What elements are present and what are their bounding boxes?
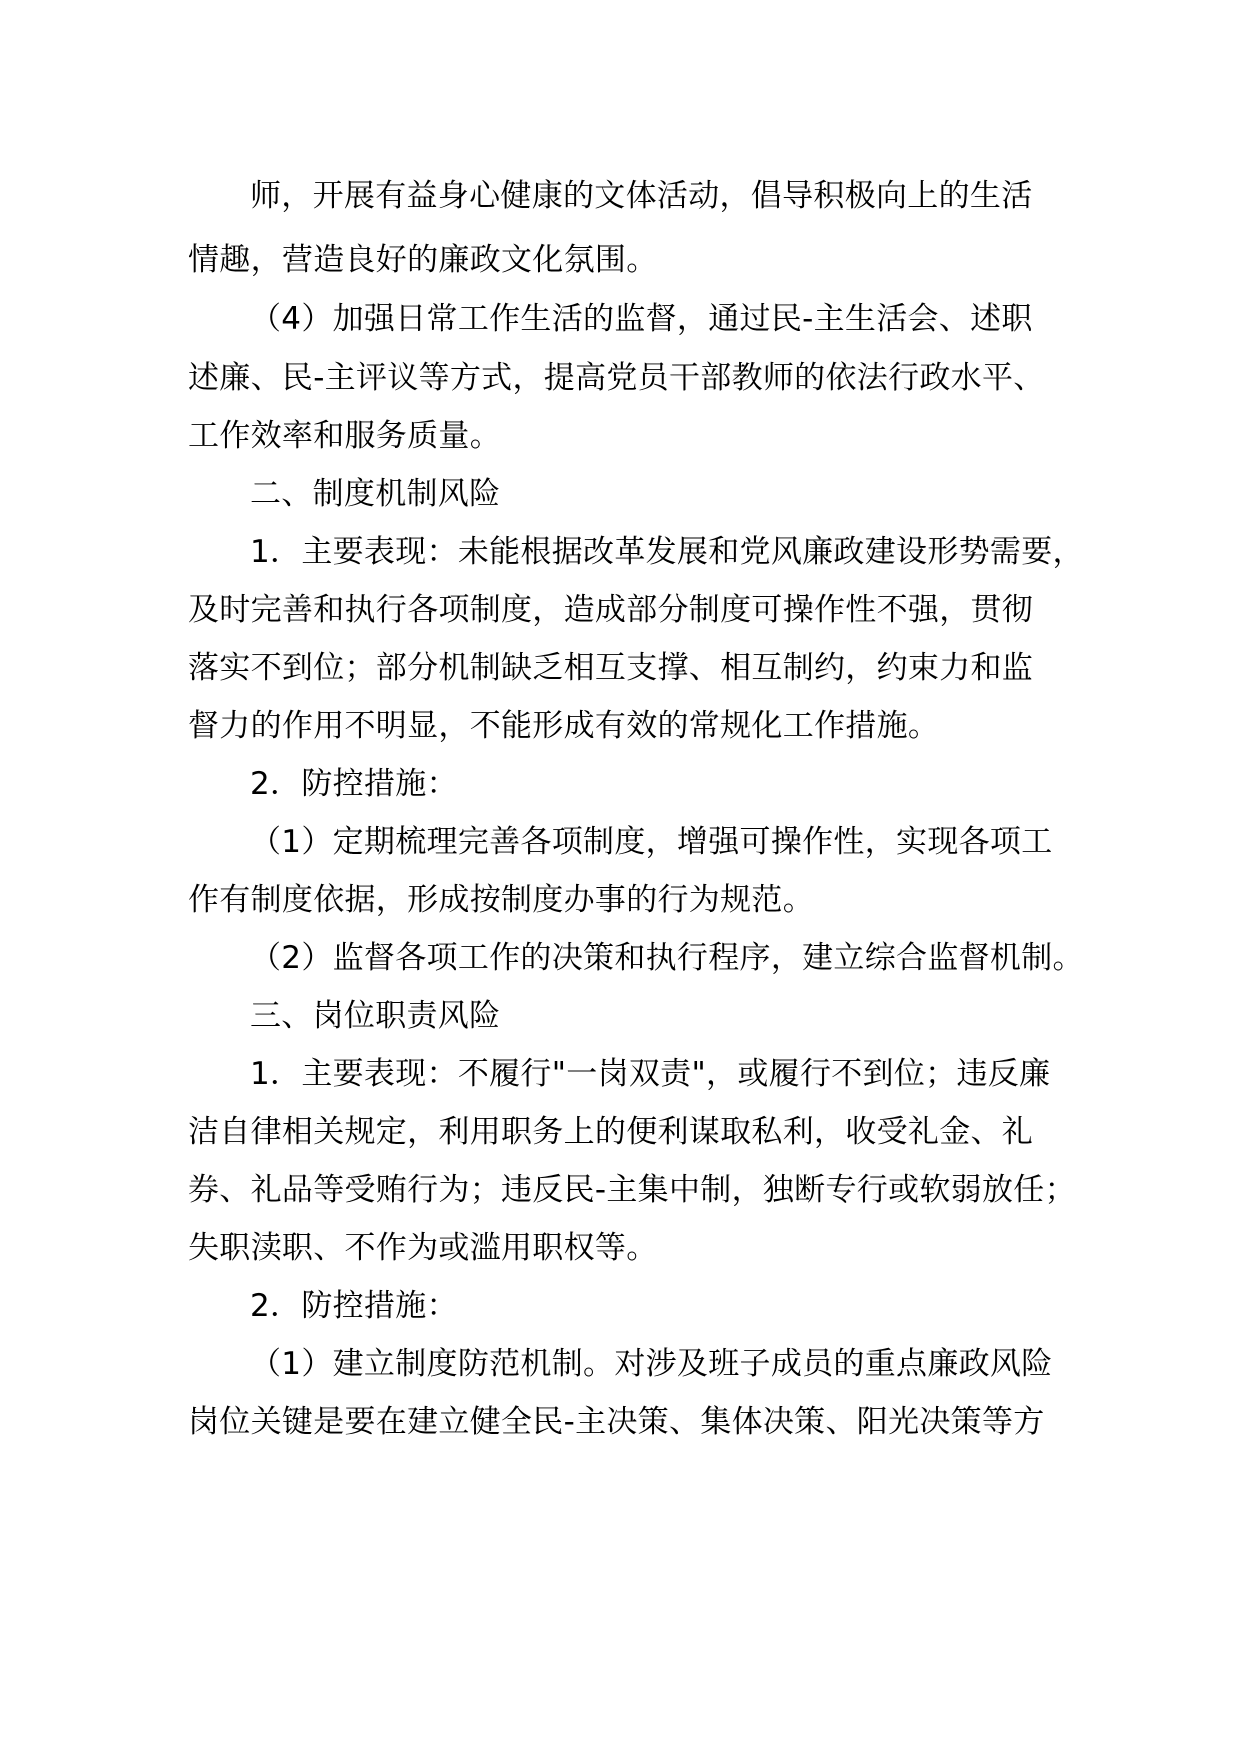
paragraph-line: （1）定期梳理完善各项制度，增强可操作性，实现各项工	[250, 824, 1053, 860]
paragraph-line: 1．主要表现：不履行"一岗双责"，或履行不到位；违反廉	[250, 1056, 1051, 1092]
section-heading: 二、制度机制风险	[250, 476, 501, 512]
paragraph-line: 2．防控措施：	[250, 1288, 458, 1324]
paragraph-line: 述廉、民-主评议等方式，提高党员干部教师的依法行政水平、	[188, 360, 1045, 396]
paragraph-line: 1．主要表现：未能根据改革发展和党风廉政建设形势需要，	[250, 534, 1084, 570]
section-heading: 三、岗位职责风险	[250, 998, 501, 1034]
paragraph-line: 情趣，营造良好的廉政文化氛围。	[188, 242, 658, 278]
paragraph-line: 落实不到位；部分机制缺乏相互支撑、相互制约，约束力和监	[188, 650, 1034, 686]
paragraph-line: 督力的作用不明显，不能形成有效的常规化工作措施。	[188, 708, 940, 744]
paragraph-line: 及时完善和执行各项制度，造成部分制度可操作性不强，贯彻	[188, 592, 1034, 628]
paragraph-line: 券、礼品等受贿行为；违反民-主集中制，独断专行或软弱放任；	[188, 1172, 1076, 1208]
paragraph-line: 工作效率和服务质量。	[188, 418, 501, 454]
paragraph-line: 失职渎职、不作为或滥用职权等。	[188, 1230, 658, 1266]
paragraph-line: （4）加强日常工作生活的监督，通过民-主生活会、述职	[250, 301, 1033, 337]
paragraph-line: 2．防控措施：	[250, 766, 458, 802]
paragraph-line: （2）监督各项工作的决策和执行程序，建立综合监督机制。	[250, 940, 1084, 976]
paragraph-line: 洁自律相关规定，利用职务上的便利谋取私利，收受礼金、礼	[188, 1114, 1034, 1150]
paragraph-line: （1）建立制度防范机制。对涉及班子成员的重点廉政风险	[250, 1346, 1053, 1382]
paragraph-line: 岗位关键是要在建立健全民-主决策、集体决策、阳光决策等方	[188, 1404, 1045, 1440]
paragraph-line: 作有制度依据，形成按制度办事的行为规范。	[188, 882, 814, 918]
paragraph-line: 师，开展有益身心健康的文体活动，倡导积极向上的生活	[250, 178, 1033, 214]
